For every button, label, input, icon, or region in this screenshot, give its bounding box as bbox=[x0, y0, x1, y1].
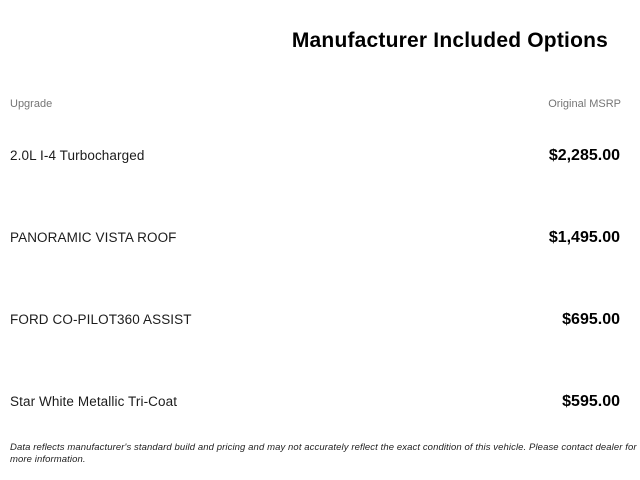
option-label: 2.0L I-4 Turbocharged bbox=[10, 148, 145, 163]
disclaimer-text: Data reflects manufacturer's standard build and pricing and may not accurately reflect the exact condition of this vehicle. Please contact dealer for more information. bbox=[10, 442, 637, 465]
option-row bbox=[10, 392, 620, 411]
option-price: $695.00 bbox=[562, 311, 620, 328]
page-title: Manufacturer Included Options bbox=[291, 29, 608, 52]
option-price: $1,495.00 bbox=[548, 229, 620, 246]
column-header-upgrade: Upgrade bbox=[10, 98, 53, 110]
option-row bbox=[10, 310, 620, 329]
option-label: FORD CO-PILOT360 ASSIST bbox=[10, 312, 192, 327]
option-price: $2,285.00 bbox=[548, 147, 620, 164]
table-header-row bbox=[10, 98, 621, 111]
option-label: PANORAMIC VISTA ROOF bbox=[10, 230, 177, 245]
option-row bbox=[10, 146, 620, 165]
column-header-msrp: Original MSRP bbox=[548, 98, 621, 110]
option-row bbox=[10, 228, 620, 247]
option-price: $595.00 bbox=[562, 393, 620, 410]
option-label: Star White Metallic Tri-Coat bbox=[10, 394, 178, 409]
